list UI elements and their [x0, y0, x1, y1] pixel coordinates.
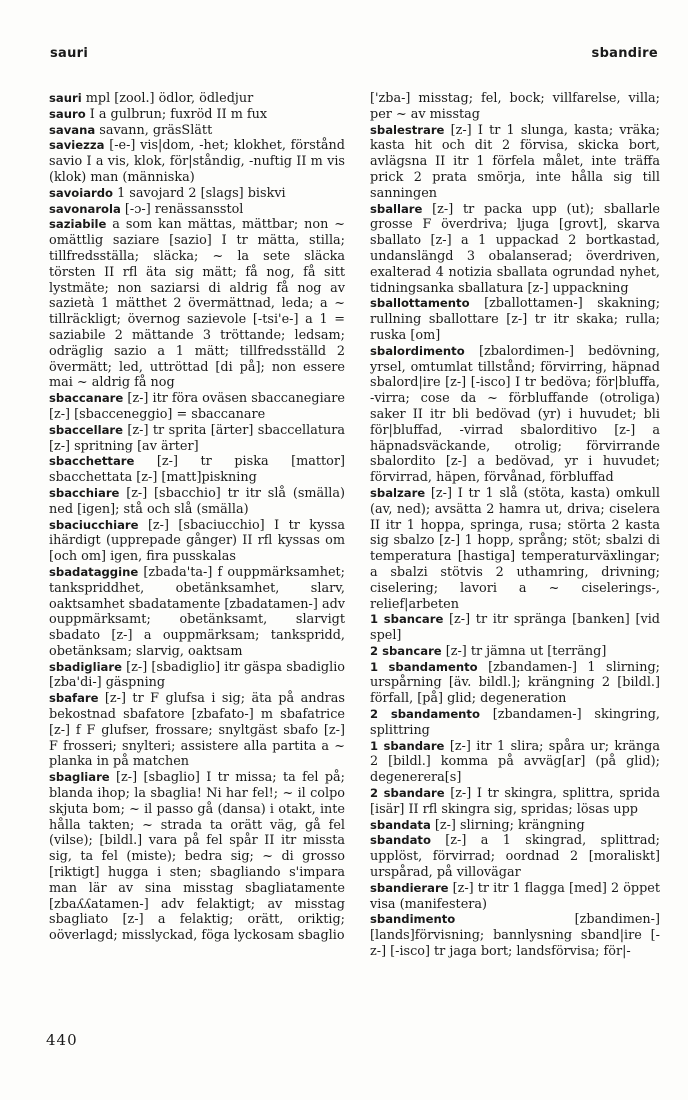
entry-headword: sbafare [49, 691, 99, 706]
dictionary-entry [370, 123, 660, 202]
entry-headword: sbacchettare [49, 454, 135, 469]
entry-definition: [z-] tr piska [mattor] sbacchettata [z-] [matt]piskning [49, 454, 345, 486]
entry-definition: [zbandamen-] skingring, splittring [370, 707, 660, 738]
dictionary-entry [49, 454, 345, 486]
entry-headword: sbalordimento [370, 343, 465, 358]
entry-definition: [zbalordimen-] bedövning, yrsel, omtumlat tillstånd; förvirring, häpnad sbalord|ire [z-] [-isco] I tr bedöva; för|bluffa, -virra; cose da ~ förbluffande (otroliga) saker II itr bli bedövad (yr) i huvudet; bli för|bluffad, -virrad sbalorditivo [z-] a häpnadsväckande, otrolig; förvirrande sbalordito [z-] a bedövad, yr i huvudet; förvirrad, häpen, förvånad, förbluffad [370, 343, 660, 486]
entry-definition: [z-] itr föra oväsen sbaccanegiare [z-] [sbacceneggio] = sbaccanare [49, 391, 345, 422]
entry-definition: I a gulbrun; fuxröd II m fux [85, 106, 268, 122]
entry-headword: sbadataggine [49, 564, 139, 579]
entry-headword: 2 sbandamento [370, 707, 480, 722]
entry-definition: [z-] I tr 1 slå (stöta, kasta) omkull (av, ned); avsätta 2 hamra ut, driva; ciselera II itr 1 hoppa, springa, rusa; störta 2 kasta sig sbalzo [z-] 1 hopp, språng; stöt; sbalzi di temperatura [hastiga] temperaturväxlingar; a sbalzi stötvis 2 uthamring, drivning; ciselering; lavori a ~ ciselerings-, relief|arbeten [370, 485, 660, 612]
dictionary-entry [49, 391, 345, 423]
entry-headword: sbaccanare [49, 391, 124, 406]
entry-definition: [zbada'ta-] f ouppmärksamhet; tankspriddhet, obetänksamhet, slarv, oaktsamhet sbadatamente [zbadatamen-] adv ouppmärksamt; obetänksamt, slarvigt sbadato [z-] a ouppmärksam; tankspridd, obetänksam; slarvig, oaktsam [49, 564, 345, 659]
entry-definition: [zbandamen-] 1 slirning; urspårning [äv. bildl.]; krängning 2 [bildl.] förfall, [på] glid; degeneration [370, 659, 660, 707]
dictionary-entry [49, 107, 345, 123]
entry-headword: sbandato [370, 833, 431, 848]
entry-definition: [-ɔ-] renässansstol [120, 201, 244, 217]
entry-definition: [z-] I tr skingra, splittra, sprida [isär] II rfl skingra sig, spridas; lösas upp [370, 786, 660, 817]
dictionary-entry [49, 202, 345, 218]
entry-headword: sbaciucchiare [49, 517, 139, 532]
dictionary-entry [370, 739, 660, 786]
entry-headword: sbandierare [370, 880, 449, 895]
entry-definition: [z-] [sbacchio] tr itr slå (smälla) ned [igen]; stå och slå (smälla) [49, 485, 345, 517]
entry-definition: [zbandimen-] [lands]förvisning; bannlysning sband|ire [-z-] [-isco] tr jaga bort; landsförvisa; för|- [370, 912, 660, 960]
entry-headword: sbandata [370, 817, 431, 832]
dictionary-entry [49, 486, 345, 518]
dictionary-entry [370, 707, 660, 739]
dictionary-entry [49, 91, 345, 107]
dictionary-entry [370, 786, 660, 818]
entry-definition: [z-] I tr 1 slunga, kasta; vräka; kasta hit och dit 2 förvisa, skicka bort, avlägsna II itr 1 förfela målet, inte träffa prick 2 prata smörja, inte hålla sig till sanningen [370, 122, 660, 201]
entry-headword: sbandimento [370, 912, 456, 927]
entry-headword: savoiardo [49, 185, 114, 200]
dictionary-entry [370, 296, 660, 343]
entry-headword: saviezza [49, 138, 105, 153]
dictionary-entry [49, 423, 345, 455]
entry-definition: [z-] tr itr spränga [banken] [vid spel] [370, 612, 660, 644]
dictionary-entry [49, 770, 345, 944]
entry-headword: sbagliare [49, 770, 110, 785]
dictionary-entry [370, 91, 660, 123]
entry-definition: [z-] [sbaglio] I tr missa; ta fel på; blanda ihop; la sbaglia! Ni har fel!; ~ il colpo skjuta bom; ~ il passo gå (dansa) i otakt, inte hålla takten; ~ strada ta orätt väg, gå fel (vilse); [bildl.] vara på fel spår II itr missta sig, ta fel (miste); bedra sig; ~ di grosso [riktigt] hugga i sten; sbagliando s'impara man lär av sina misstag sbagliatamente [zbaʎʎatamen-] adv felaktigt; av misstag sbagliato [z-] a felaktig; orätt, oriktig; oöverlagd; misslyckad, föga lyckosam sbaglio [49, 770, 345, 944]
entry-headword: sballottamento [370, 296, 470, 311]
dictionary-entry [49, 123, 345, 139]
dictionary-entry [49, 518, 345, 565]
dictionary-entry [49, 660, 345, 692]
entry-definition: [z-] tr jämna ut [terräng] [441, 643, 607, 659]
dictionary-entry [49, 217, 345, 391]
entry-definition: [z-] [sbaciucchio] I tr kyssa ihärdigt (upprepade gånger) II rfl kyssas om [och om] igen, fira pusskalas [49, 517, 345, 565]
dictionary-entry [370, 660, 660, 707]
entry-definition: a som kan mättas, mättbar; non ~ omättlig saziare [sazio] I tr mätta, stilla; tillfredsställa; släcka; ~ la sete släcka törsten II rfl äta sig mätt; få nog, få sitt lystmäte; non saziarsi di aldrig få nog av sazietà 1 mätthet 2 övermättnad, leda; a ~ tillräckligt; övernog sazievole [-tsi'e-] a 1 = saziabile 2 mättande 3 tröttande; ledsam; odräglig sazio a 1 mätt; tillfredsställd 2 övermätt; led, uttröttad [di på]; non essere mai ~ aldrig få nog [49, 217, 345, 391]
entry-definition: [z-] a 1 skingrad, splittrad; upplöst, förvirrad; oordnad 2 [moraliskt] urspårad, på villovägar [370, 833, 660, 881]
entry-definition: [-e-] vis|dom, -het; klokhet, förstånd savio I a vis, klok, för|ståndig, -nuftig II m vis (klok) man (människa) [49, 138, 345, 185]
entry-headword: sballare [370, 201, 423, 216]
entry-headword: 1 sbandare [370, 738, 445, 753]
left-column [49, 91, 345, 944]
entry-definition: [zballottamen-] skakning; rullning sballottare [z-] tr itr skaka; rulla; ruska [om] [370, 296, 660, 343]
entry-headword: sbacchiare [49, 485, 120, 500]
dictionary-entry [370, 644, 660, 660]
entry-headword: saziabile [49, 217, 107, 232]
dictionary-entry [370, 912, 660, 959]
entry-definition: [z-] tr packa upp (ut); sballarle grosse F överdriva; ljuga [grovt], skarva sballato [z-] a 1 uppackad 2 bortkastad, undanslängd 3 obalanserad; överdriven, exalterad 4 notizia sballata ogrundad nyhet, tidningsanka sballatura [z-] uppackning [370, 201, 660, 296]
entry-headword: 1 sbandamento [370, 659, 478, 674]
dictionary-entry [49, 138, 345, 185]
dictionary-entry [370, 881, 660, 913]
entry-definition: [z-] tr itr 1 flagga [med] 2 öppet visa (manifestera) [370, 880, 660, 912]
entry-definition: ['zba-] misstag; fel, bock; villfarelse, villa; per ~ av misstag [370, 91, 660, 122]
entry-headword: sbaccellare [49, 422, 123, 437]
entry-headword: savana [49, 122, 96, 137]
entry-definition: [z-] tr F glufsa i sig; äta på andras bekostnad sbafatore [zbafato-] m sbafatrice [z-] f F glufser, frossare; snyltgäst sbafo [z-] F frosseri; snylteri; assistere alla partita a ~ planka in på matchen [49, 691, 345, 770]
entry-definition: savann, gräsSlätt [95, 122, 213, 138]
entry-headword: sauri [49, 91, 82, 105]
entry-definition: 1 savojard 2 [slags] biskvi [113, 185, 286, 201]
dictionary-entry [370, 833, 660, 880]
entry-headword: 2 sbancare [370, 643, 442, 658]
entry-headword: 1 sbancare [370, 612, 444, 627]
page-number: 440 [46, 1031, 78, 1049]
entry-definition: [z-] tr sprita [ärter] sbaccellatura [z-] spritning [av ärter] [49, 422, 345, 454]
dictionary-entry [370, 486, 660, 612]
entry-headword: sbalzare [370, 485, 426, 500]
entry-headword: savonarola [49, 201, 121, 216]
dictionary-entry [370, 202, 660, 297]
entry-definition: [z-] itr 1 slira; spåra ur; kränga 2 [bildl.] komma på avväg[ar] (på glid); degenerera[s] [370, 738, 660, 786]
entry-headword: sbadigliare [49, 659, 122, 674]
dictionary-entry [49, 691, 345, 770]
dictionary-entry [370, 612, 660, 644]
entry-headword: sbalestrare [370, 122, 445, 137]
running-head-right: sbandire [591, 46, 658, 61]
entry-definition: [z-] [sbadiglio] itr gäspa sbadiglio [zba'di-] gäspning [49, 659, 345, 691]
dictionary-entry [370, 344, 660, 486]
right-column [370, 91, 660, 960]
entry-definition: [z-] slirning; krängning [430, 817, 585, 833]
dictionary-entry [49, 186, 345, 202]
dictionary-entry [370, 818, 660, 834]
entry-definition: mpl [zool.] ödlor, ödledjur [81, 91, 254, 106]
running-head-left: sauri [50, 46, 89, 61]
entry-headword: sauro [49, 106, 86, 121]
dictionary-entry [49, 565, 345, 660]
entry-headword: 2 sbandare [370, 786, 445, 801]
